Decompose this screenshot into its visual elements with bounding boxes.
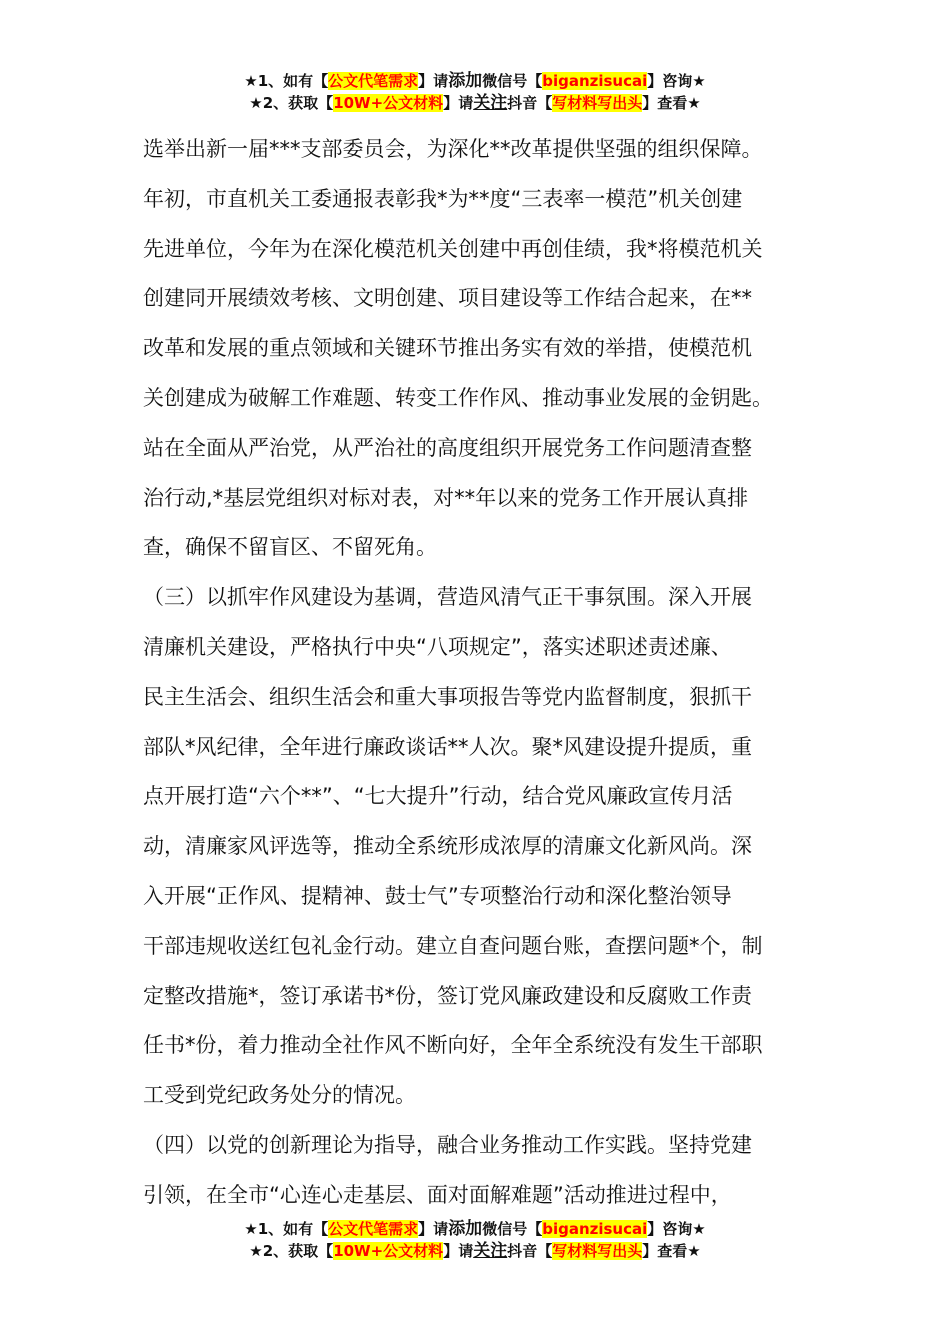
highlight-douyin-account: 写材料写出头 — [552, 94, 643, 112]
promo-footer — [0, 1218, 950, 1262]
body-line: 先进单位，今年为在深化模范机关创建中再创佳绩，我*将模范机关 — [143, 236, 763, 261]
body-line: （三）以抓牢作风建设为基调，营造风清气正干事氛围。深入开展 — [143, 585, 752, 610]
body-line: 工受到党纪政务处分的情况。 — [143, 1083, 416, 1108]
body-line: 干部违规收送红包礼金行动。建立自查问题台账，查摆问题*个，制 — [143, 933, 763, 958]
body-line: 民主生活会、组织生活会和重大事项报告等党内监督制度，狠抓干 — [143, 684, 752, 709]
promo-line-2: ★2、获取【10W+公文材料】请关注抖音【写材料写出头】查看★ — [249, 1241, 701, 1261]
highlight-writing-service: 公文代笔需求 — [328, 1220, 419, 1238]
body-line: 定整改措施*，签订承诺书*份，签订党风廉政建设和反腐败工作责 — [143, 983, 752, 1008]
promo-line-2: ★2、获取【10W+公文材料】请关注抖音【写材料写出头】查看★ — [249, 93, 701, 113]
highlight-wechat-id: biganzisucai — [542, 1220, 648, 1238]
highlight-wechat-id: biganzisucai — [542, 72, 648, 90]
body-line: 任书*份，着力推动全社作风不断向好，全年全系统没有发生干部职 — [143, 1033, 763, 1058]
body-line: 查，确保不留盲区、不留死角。 — [143, 535, 437, 560]
body-line: 治行动,*基层党组织对标对表，对**年以来的党务工作开展认真排 — [143, 485, 749, 510]
body-line: 部队*风纪律，全年进行廉政谈话**人次。聚*风建设提升提质，重 — [143, 734, 752, 759]
promo-line-1: ★1、如有【公文代笔需求】请添加微信号【biganzisucai】咨询★ — [244, 1219, 706, 1239]
body-line: 站在全面从严治党，从严治社的高度组织开展党务工作问题清查整 — [143, 435, 752, 460]
body-line: 关创建成为破解工作难题、转变工作作风、推动事业发展的金钥匙。 — [143, 385, 773, 410]
highlight-writing-service: 公文代笔需求 — [328, 72, 419, 90]
body-line: （四）以党的创新理论为指导，融合业务推动工作实践。坚持党建 — [143, 1132, 752, 1157]
body-line: 清廉机关建设，严格执行中央“八项规定”，落实述职述责述廉、 — [143, 634, 732, 659]
highlight-materials: 10W+公文材料 — [333, 1242, 444, 1260]
body-line: 入开展“正作风、提精神、鼓士气”专项整治行动和深化整治领导 — [143, 883, 732, 908]
highlight-douyin-account: 写材料写出头 — [552, 1242, 643, 1260]
promo-header — [0, 70, 950, 114]
body-line: 改革和发展的重点领域和关键环节推出务实有效的举措，使模范机 — [143, 336, 752, 361]
body-line: 引领，在全市“心连心走基层、面对面解难题”活动推进过程中， — [143, 1182, 732, 1207]
promo-line-1: ★1、如有【公文代笔需求】请添加微信号【biganzisucai】咨询★ — [244, 71, 706, 91]
body-line: 动，清廉家风评选等，推动全系统形成浓厚的清廉文化新风尚。深 — [143, 834, 752, 859]
body-line: 创建同开展绩效考核、文明创建、项目建设等工作结合起来，在** — [143, 286, 752, 311]
highlight-materials: 10W+公文材料 — [333, 94, 444, 112]
body-line: 选举出新一届***支部委员会，为深化**改革提供坚强的组织保障。 — [143, 137, 763, 161]
body-line: 点开展打造“六个**”、“七大提升”行动，结合党风廉政宣传月活 — [143, 784, 733, 809]
document-body — [143, 125, 815, 1221]
body-line: 年初，市直机关工委通报表彰我*为**度“三表率一模范”机关创建 — [143, 186, 743, 211]
